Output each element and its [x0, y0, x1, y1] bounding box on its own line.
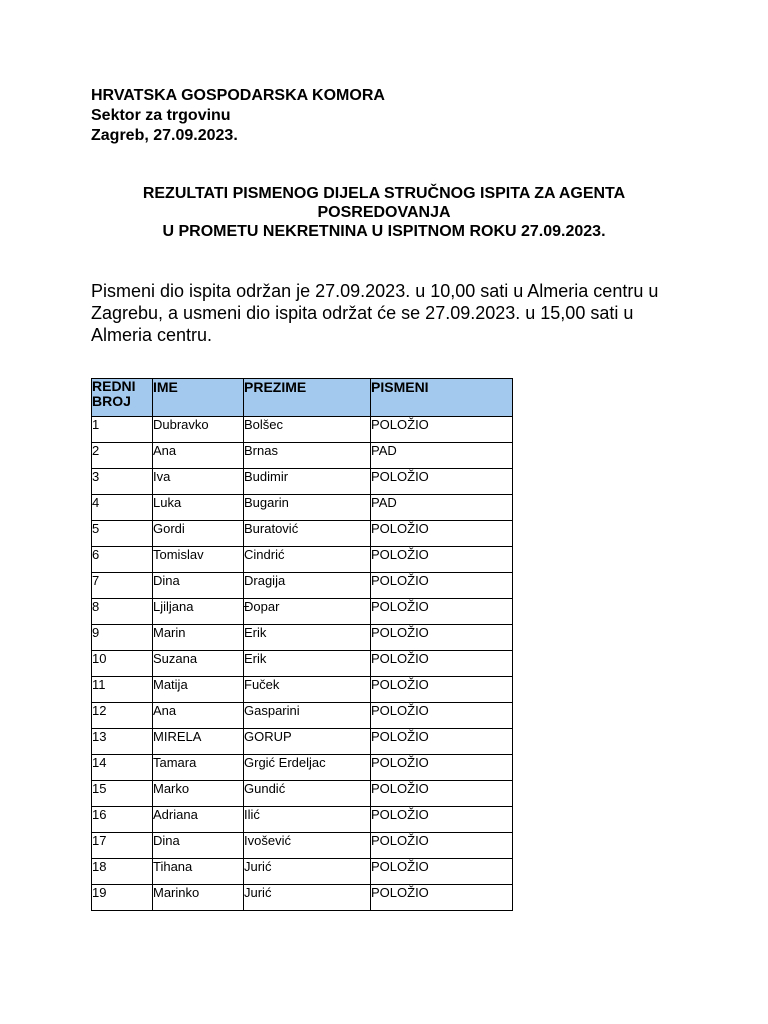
- table-row: [92, 755, 513, 781]
- row-last-name: Grgić Erdeljac: [244, 755, 371, 781]
- organization-name: HRVATSKA GOSPODARSKA KOMORA: [91, 87, 385, 104]
- row-number: 11: [92, 677, 153, 703]
- row-first-name: MIRELA: [153, 729, 244, 755]
- row-first-name: Ana: [153, 703, 244, 729]
- row-result: POLOŽIO: [371, 651, 513, 677]
- row-result: POLOŽIO: [371, 417, 513, 443]
- table-row: [92, 417, 513, 443]
- row-last-name: Ilić: [244, 807, 371, 833]
- row-first-name: Iva: [153, 469, 244, 495]
- row-result: POLOŽIO: [371, 859, 513, 885]
- header-redni-line1: REDNI: [92, 378, 136, 394]
- row-first-name: Marinko: [153, 885, 244, 911]
- row-last-name: Buratović: [244, 521, 371, 547]
- table-row: [92, 677, 513, 703]
- row-number: 9: [92, 625, 153, 651]
- row-number: 15: [92, 781, 153, 807]
- row-number: 7: [92, 573, 153, 599]
- row-number: 13: [92, 729, 153, 755]
- row-first-name: Dubravko: [153, 417, 244, 443]
- row-last-name: Erik: [244, 651, 371, 677]
- row-result: POLOŽIO: [371, 807, 513, 833]
- row-result: POLOŽIO: [371, 833, 513, 859]
- row-result: POLOŽIO: [371, 885, 513, 911]
- row-last-name: Dragija: [244, 573, 371, 599]
- row-result: POLOŽIO: [371, 677, 513, 703]
- row-last-name: Budimir: [244, 469, 371, 495]
- row-result: POLOŽIO: [371, 469, 513, 495]
- results-body: [92, 417, 513, 911]
- table-row: [92, 807, 513, 833]
- row-number: 18: [92, 859, 153, 885]
- table-row: [92, 651, 513, 677]
- row-result: POLOŽIO: [371, 573, 513, 599]
- table-row: [92, 547, 513, 573]
- row-last-name: Bugarin: [244, 495, 371, 521]
- row-result: POLOŽIO: [371, 547, 513, 573]
- row-result: POLOŽIO: [371, 703, 513, 729]
- row-first-name: Adriana: [153, 807, 244, 833]
- row-last-name: Gasparini: [244, 703, 371, 729]
- row-result: PAD: [371, 495, 513, 521]
- row-number: 5: [92, 521, 153, 547]
- table-row: [92, 625, 513, 651]
- row-last-name: Bolšec: [244, 417, 371, 443]
- row-first-name: Gordi: [153, 521, 244, 547]
- row-number: 1: [92, 417, 153, 443]
- row-first-name: Luka: [153, 495, 244, 521]
- row-number: 17: [92, 833, 153, 859]
- row-first-name: Marko: [153, 781, 244, 807]
- row-number: 16: [92, 807, 153, 833]
- table-header-row: [92, 379, 513, 417]
- row-result: PAD: [371, 443, 513, 469]
- row-number: 2: [92, 443, 153, 469]
- header-ime: IME: [153, 379, 244, 417]
- row-first-name: Matija: [153, 677, 244, 703]
- row-first-name: Tihana: [153, 859, 244, 885]
- row-first-name: Tomislav: [153, 547, 244, 573]
- table-row: [92, 443, 513, 469]
- row-number: 19: [92, 885, 153, 911]
- row-first-name: Tamara: [153, 755, 244, 781]
- header-pismeni: PISMENI: [371, 379, 513, 417]
- document-title: [84, 184, 684, 241]
- table-row: [92, 521, 513, 547]
- header-redni-line2: BROJ: [92, 393, 131, 409]
- header-redni-broj: [92, 379, 153, 417]
- row-first-name: Dina: [153, 573, 244, 599]
- row-last-name: Erik: [244, 625, 371, 651]
- row-last-name: Jurić: [244, 885, 371, 911]
- row-last-name: Jurić: [244, 859, 371, 885]
- place-date: Zagreb, 27.09.2023.: [91, 127, 238, 144]
- row-result: POLOŽIO: [371, 755, 513, 781]
- row-first-name: Marin: [153, 625, 244, 651]
- row-first-name: Suzana: [153, 651, 244, 677]
- table-row: [92, 495, 513, 521]
- table-row: [92, 599, 513, 625]
- document-header: [91, 86, 385, 146]
- results-table: [91, 378, 513, 911]
- row-number: 12: [92, 703, 153, 729]
- header-prezime: PREZIME: [244, 379, 371, 417]
- title-line-2: U PROMETU NEKRETNINA U ISPITNOM ROKU 27.09.2023.: [162, 223, 606, 240]
- row-last-name: GORUP: [244, 729, 371, 755]
- row-last-name: Ivošević: [244, 833, 371, 859]
- table-row: [92, 469, 513, 495]
- table-row: [92, 781, 513, 807]
- table-row: [92, 885, 513, 911]
- row-last-name: Fuček: [244, 677, 371, 703]
- title-line-1: REZULTATI PISMENOG DIJELA STRUČNOG ISPITA ZA AGENTA POSREDOVANJA: [142, 185, 626, 221]
- table-row: [92, 859, 513, 885]
- row-number: 4: [92, 495, 153, 521]
- table-row: [92, 573, 513, 599]
- row-number: 8: [92, 599, 153, 625]
- row-last-name: Cindrić: [244, 547, 371, 573]
- row-result: POLOŽIO: [371, 599, 513, 625]
- row-number: 14: [92, 755, 153, 781]
- row-last-name: Gundić: [244, 781, 371, 807]
- row-number: 3: [92, 469, 153, 495]
- row-number: 10: [92, 651, 153, 677]
- row-last-name: Brnas: [244, 443, 371, 469]
- row-result: POLOŽIO: [371, 521, 513, 547]
- row-number: 6: [92, 547, 153, 573]
- table-row: [92, 833, 513, 859]
- intro-paragraph: Pismeni dio ispita održan je 27.09.2023. u 10,00 sati u Almeria centru u Zagrebu, a usmeni dio ispita održat će se 27.09.2023. u 15,00 sati u Almeria centru.: [91, 281, 659, 345]
- row-last-name: Đopar: [244, 599, 371, 625]
- row-result: POLOŽIO: [371, 729, 513, 755]
- row-first-name: Ljiljana: [153, 599, 244, 625]
- row-result: POLOŽIO: [371, 781, 513, 807]
- sector-name: Sektor za trgovinu: [91, 107, 231, 124]
- row-first-name: Dina: [153, 833, 244, 859]
- row-result: POLOŽIO: [371, 625, 513, 651]
- table-row: [92, 729, 513, 755]
- table-row: [92, 703, 513, 729]
- row-first-name: Ana: [153, 443, 244, 469]
